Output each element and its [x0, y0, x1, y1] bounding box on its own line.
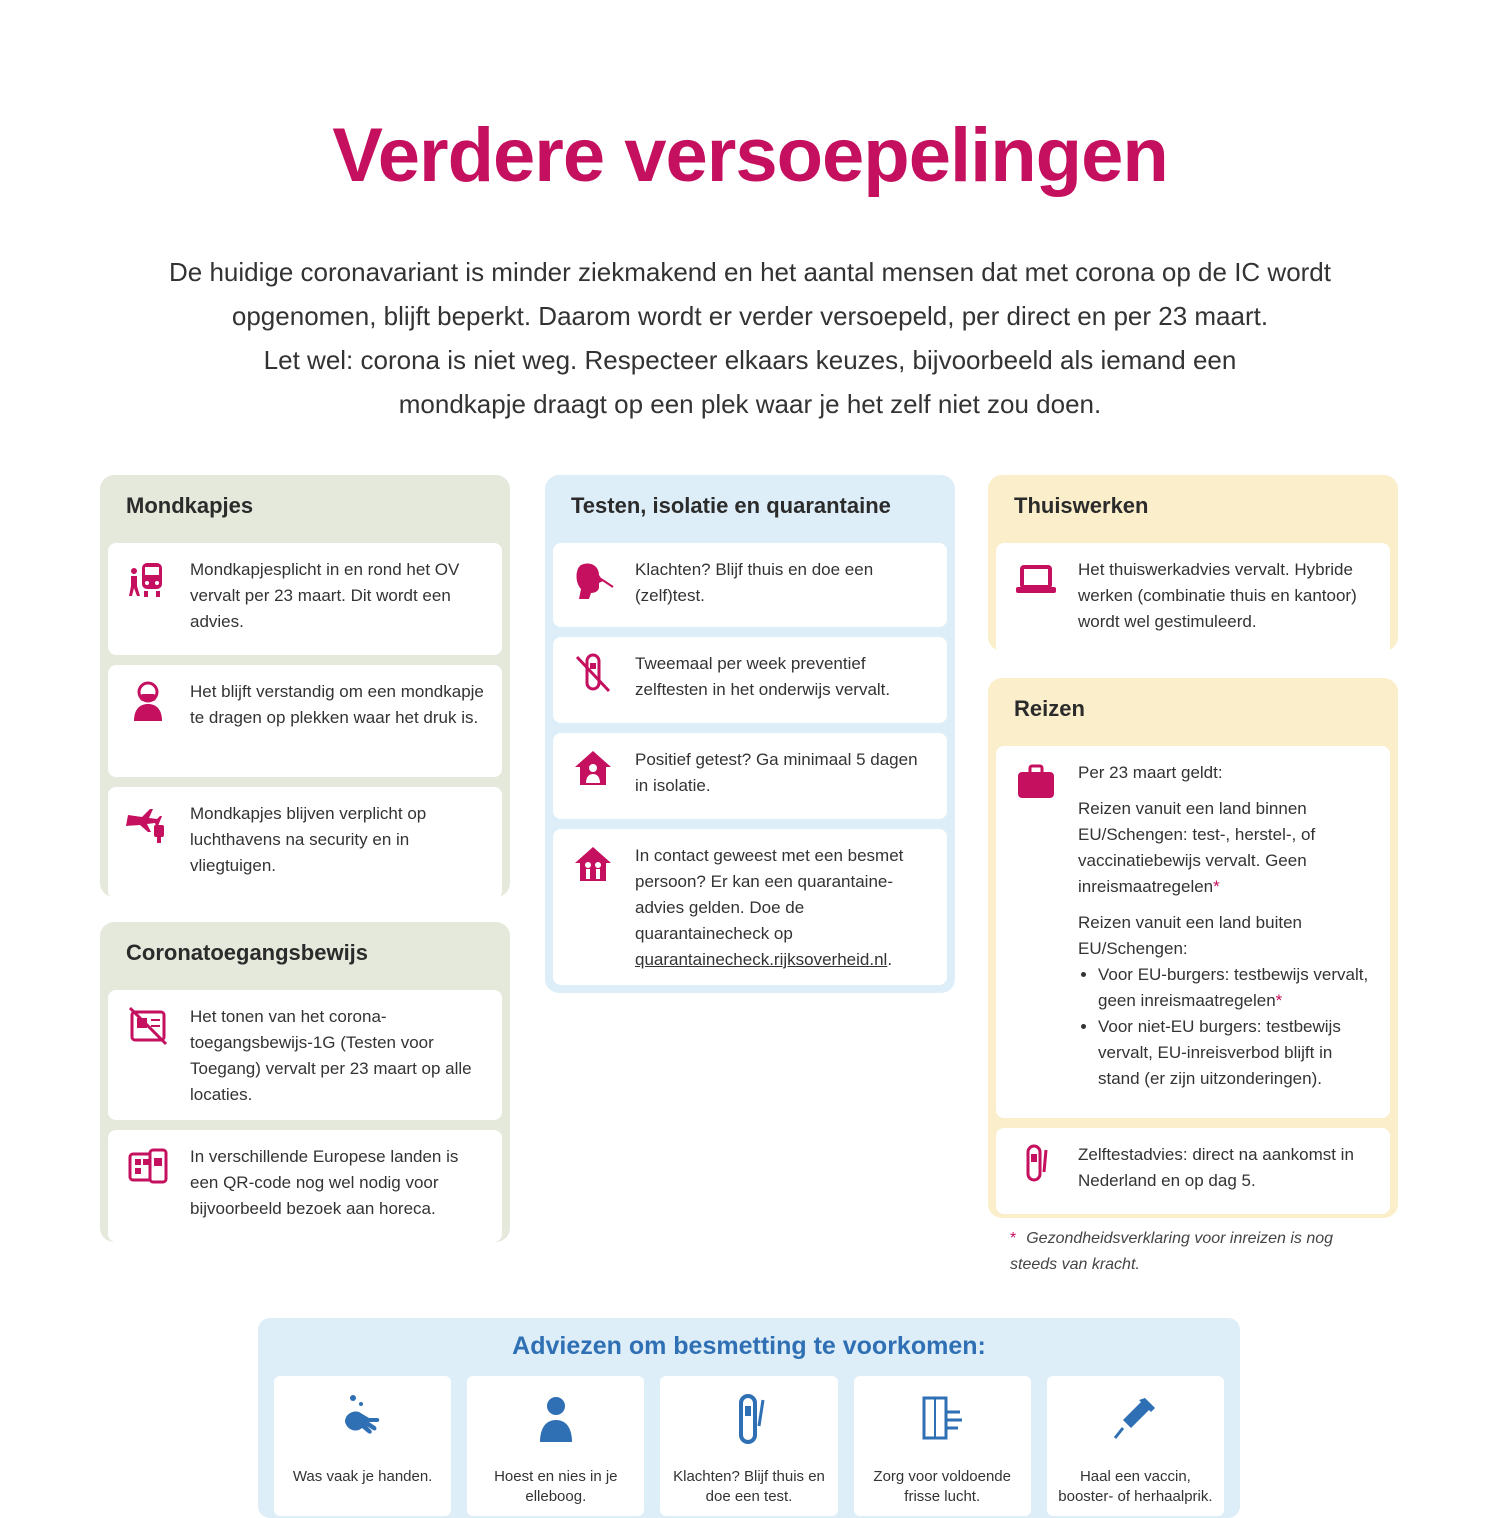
panel-title: Thuiswerken [1014, 493, 1149, 518]
ventilation-icon [916, 1392, 968, 1448]
train-person-icon [120, 557, 176, 605]
reizen-text [1078, 760, 1376, 1092]
intro-line: Let wel: corona is niet weg. Respecteer elkaars keuzes, bijvoorbeeld als iemand een [263, 345, 1237, 375]
item-text: Het thuiswerkadvies vervalt. Hybride werken (combinatie thuis en kantoor) wordt wel gestimuleerd. [1078, 560, 1357, 631]
panel-testen [545, 475, 955, 993]
asterisk: * [1010, 1230, 1017, 1247]
suitcase-icon [1008, 760, 1064, 808]
panel-reizen [988, 678, 1398, 1218]
crossed-pass-icon [120, 1004, 176, 1052]
self-test-icon [1008, 1142, 1064, 1190]
intro-text [120, 250, 1380, 426]
footnote-text: Gezondheidsverklaring voor inreizen is nog steeds van kracht. [1010, 1230, 1334, 1273]
panel-mondkapjes [100, 475, 510, 897]
panel-title: Coronatoegangsbewijs [126, 940, 369, 965]
list-item [108, 665, 502, 777]
asterisk: * [1213, 877, 1220, 896]
item-text: Tweemaal per week preventief zelftesten in het onderwijs vervalt. [635, 654, 891, 699]
asterisk: * [1275, 991, 1283, 1010]
bullet-text: Voor EU-burgers: testbewijs vervalt, geen inreismaatregelen [1098, 965, 1369, 1010]
advice-card [1047, 1376, 1224, 1516]
reizen-binnen [1078, 796, 1376, 900]
mask-person-icon [120, 679, 176, 727]
item-text [635, 843, 933, 973]
advice-label: Haal een vaccin, booster- of herhaalprik. [1058, 1468, 1213, 1505]
list-item [553, 829, 947, 985]
advice-card [660, 1376, 837, 1516]
list-item [996, 543, 1390, 655]
reizen-list [1078, 962, 1376, 1092]
item-text-end: . [887, 950, 893, 969]
test-icon [723, 1392, 775, 1448]
item-text: Het tonen van het corona-toegangsbewijs-1G (Testen voor Toegang) vervalt per 23 maart op alle locaties. [190, 1007, 472, 1104]
list-item [108, 990, 502, 1120]
list-item [996, 746, 1390, 1118]
advice-panel [258, 1318, 1240, 1518]
advice-card [467, 1376, 644, 1516]
advice-label: Was vaak je handen. [292, 1468, 433, 1485]
house-persons-icon [565, 843, 621, 891]
reizen-intro: Per 23 maart geldt: [1078, 763, 1223, 782]
wash-hands-icon [337, 1392, 389, 1448]
intro-line: opgenomen, blijft beperkt. Daarom wordt er verder versoepeld, per direct en per 23 maart. [231, 301, 1269, 331]
panel-title: Testen, isolatie en quarantaine [571, 493, 891, 518]
item-text: In verschillende Europese landen is een QR-code nog wel nodig voor bijvoorbeeld bezoek aan horeca. [190, 1147, 459, 1218]
item-text-body: In contact geweest met een besmet persoon? Er kan een quarantaine-advies gelden. Doe de quarantainecheck op [635, 846, 904, 943]
airplane-security-icon [120, 801, 176, 849]
laptop-icon [1008, 557, 1064, 605]
list-item [996, 1128, 1390, 1214]
list-item [108, 787, 502, 899]
panel-thuiswerken [988, 475, 1398, 651]
panel-title: Reizen [1014, 696, 1085, 721]
list-item [108, 543, 502, 655]
list-item: • Voor niet-EU burgers: testbewijs vervalt, EU-inreisverbod blijft in stand (er zijn uitzonderingen). [1098, 1014, 1376, 1092]
quarantainecheck-link[interactable]: quarantainecheck.rijksoverheid.nl [635, 950, 888, 969]
footnote [1010, 1226, 1370, 1278]
crossed-test-icon [565, 651, 621, 699]
list-item [553, 637, 947, 723]
item-text: Positief getest? Ga minimaal 5 dagen in isolatie. [635, 750, 918, 795]
qr-code-phone-icon [120, 1144, 176, 1192]
list-item [108, 1130, 502, 1242]
item-text: Mondkapjesplicht in en rond het OV vervalt per 23 maart. Dit wordt een advies. [190, 560, 460, 631]
reizen-buiten: Reizen vanuit een land buiten EU/Schengen: [1078, 913, 1302, 958]
advice-label: Zorg voor voldoende frisse lucht. [873, 1468, 1011, 1505]
advice-label: Hoest en nies in je elleboog. [494, 1468, 618, 1505]
list-item [1098, 962, 1376, 1014]
item-text: Zelftestadvies: direct na aankomst in Nederland en op dag 5. [1078, 1145, 1354, 1190]
list-item [553, 543, 947, 627]
panel-coronatoegangsbewijs [100, 922, 510, 1242]
vaccine-icon [1109, 1392, 1161, 1448]
intro-line: De huidige coronavariant is minder ziekmakend en het aantal mensen dat met corona op de IC wordt [169, 257, 1331, 287]
page-title: Verdere versoepelingen [332, 113, 1168, 198]
item-text: Klachten? Blijf thuis en doe een (zelf)test. [635, 560, 874, 605]
intro-line: mondkapje draagt op een plek waar je het zelf niet zou doen. [398, 389, 1102, 419]
advice-card [854, 1376, 1031, 1516]
reizen-binnen-text: Reizen vanuit een land binnen EU/Schengen: test-, herstel-, of vaccinatiebewijs vervalt. Geen inreismaatregelen [1078, 799, 1316, 896]
advice-title: Adviezen om besmetting te voorkomen: [512, 1332, 986, 1360]
cough-elbow-icon [530, 1392, 582, 1448]
advice-card [274, 1376, 451, 1516]
panel-title: Mondkapjes [126, 493, 254, 518]
nose-swab-icon [565, 557, 621, 605]
item-text: Mondkapjes blijven verplicht op luchthavens na security en in vliegtuigen. [190, 804, 427, 875]
list-item [553, 733, 947, 819]
house-person-icon [565, 747, 621, 795]
advice-label: Klachten? Blijf thuis en doe een test. [673, 1468, 825, 1505]
item-text: Het blijft verstandig om een mondkapje te dragen op plekken waar het druk is. [190, 682, 484, 727]
